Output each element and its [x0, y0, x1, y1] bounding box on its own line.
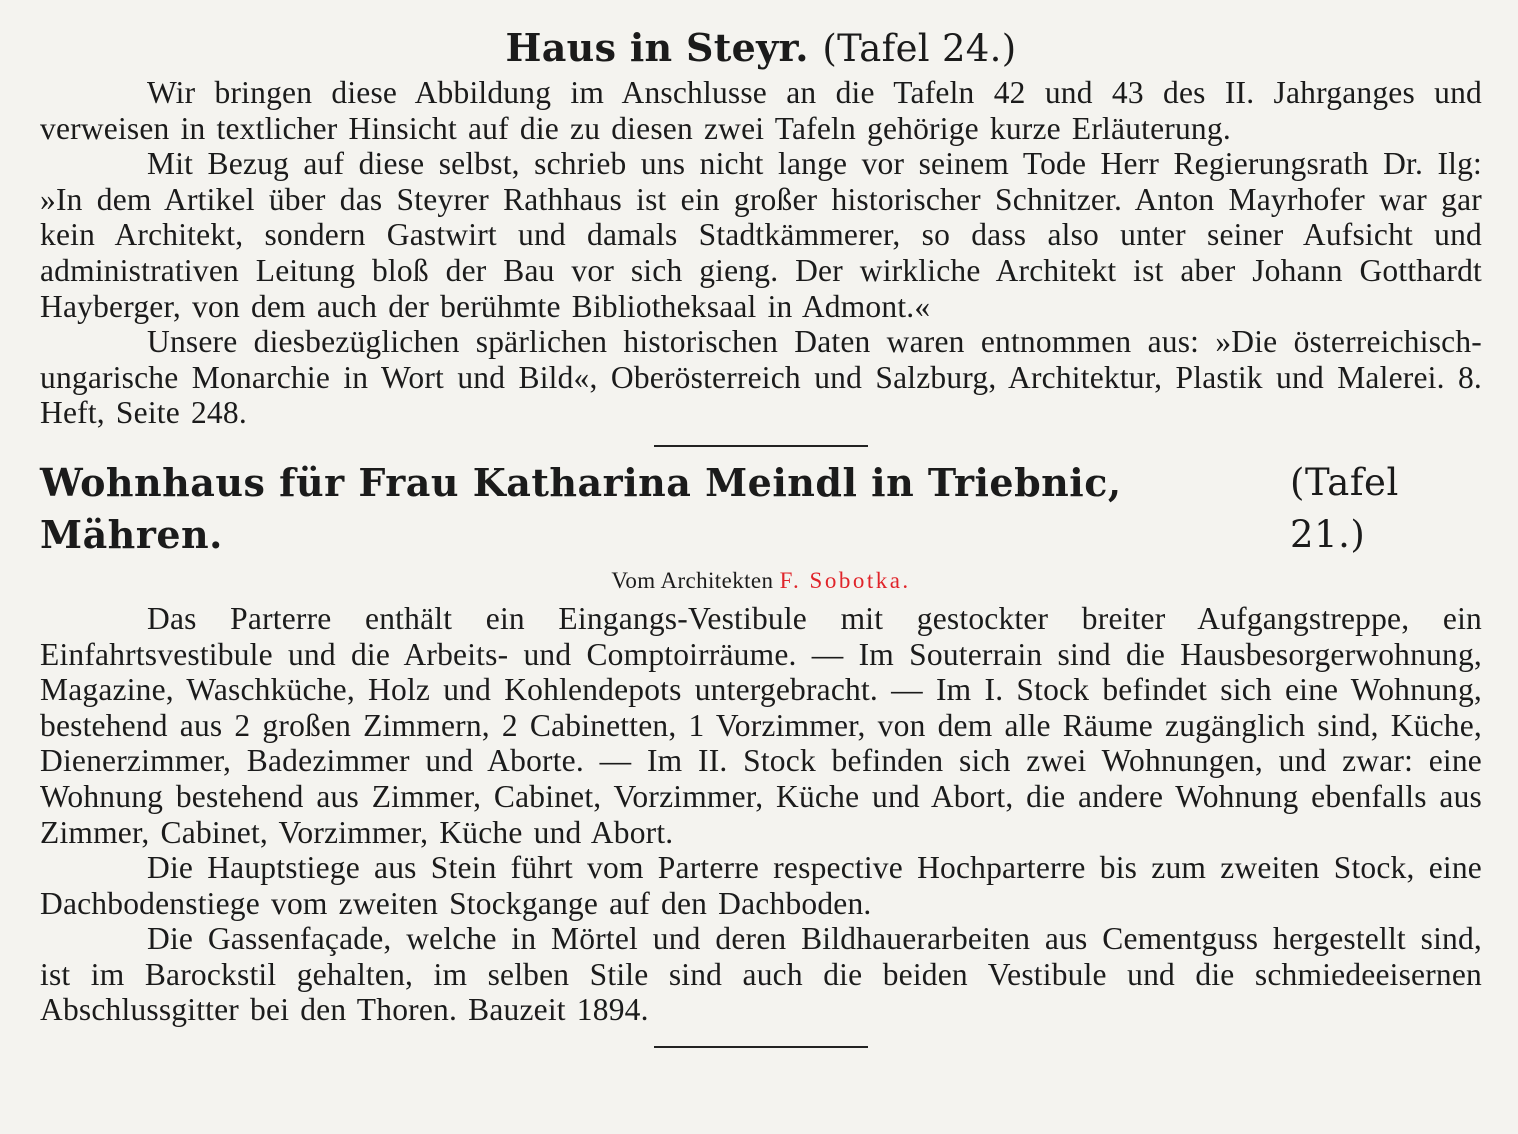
byline-prefix: Vom Architekten [611, 567, 774, 593]
section1-heading [40, 22, 1482, 75]
architect-name: F. Sobotka. [779, 567, 911, 593]
section2-byline [40, 561, 1482, 601]
section2-heading [40, 457, 1482, 561]
section1-title: Haus in Steyr. [505, 25, 809, 70]
section2-tafel: (Tafel 21.) [1290, 460, 1399, 556]
section1-tafel: (Tafel 24.) [822, 27, 1017, 70]
section1-paragraph-3: Unsere diesbezüglichen spärlichen historischen Daten waren entnommen aus: »Die österreichisch-ungarische Monarchie in Wort und Bild«, Oberösterreich und Salzburg, Architektur, Plastik und Malerei. 8. Heft, Seite 248. [40, 324, 1482, 431]
end-divider [654, 1046, 868, 1048]
section2-paragraph-2: Die Hauptstiege aus Stein führt vom Parterre respective Hochparterre bis zum zweiten Stock, eine Dachbodenstiege vom zweiten Stockgange auf den Dachboden. [40, 850, 1482, 921]
section2-title: Wohnhaus für Frau Katharina Meindl in Triebnic, Mähren. [40, 459, 1122, 557]
section2-paragraph-1: Das Parterre enthält ein Eingangs-Vestibule mit gestockter breiter Aufgangstreppe, ein Einfahrtsvestibule und die Arbeits- und Comptoirräume. — Im Souterrain sind die Hausbesorgerwohnung, Magazine, Waschküche, Holz und Kohlendepots untergebracht. — Im I. Stock befindet sich eine Wohnung, bestehend aus 2 großen Zimmern, 2 Cabinetten, 1 Vorzimmer, von dem alle Räume zugänglich sind, Küche, Dienerzimmer, Badezimmer und Aborte. — Im II. Stock befinden sich zwei Wohnungen, und zwar: eine Wohnung bestehend aus Zimmer, Cabinet, Vorzimmer, Küche und Abort, die andere Wohnung ebenfalls aus Zimmer, Cabinet, Vorzimmer, Küche und Abort. [40, 600, 1482, 850]
section1-paragraph-1: Wir bringen diese Abbildung im Anschlusse an die Tafeln 42 und 43 des II. Jahrganges und verweisen in textlicher Hinsicht auf die zu diesen zwei Tafeln gehörige kurze Erläuterung. [40, 75, 1482, 146]
section-divider [654, 445, 868, 447]
section2-paragraph-3: Die Gassenfaçade, welche in Mörtel und deren Bildhauerarbeiten aus Cementguss hergestellt sind, ist im Barockstil gehalten, im selben Stile sind auch die beiden Vestibule und die schmiedeeisernen Abschlussgitter bei den Thoren. Bauzeit 1894. [40, 921, 1482, 1028]
section1-paragraph-2: Mit Bezug auf diese selbst, schrieb uns nicht lange vor seinem Tode Herr Regierungsrath Dr. Ilg: »In dem Artikel über das Steyrer Rathhaus ist ein großer historischer Schnitzer. Anton Mayrhofer war gar kein Architekt, sondern Gastwirt und damals Stadtkämmerer, so dass also unter seiner Aufsicht und administrativen Leitung bloß der Bau vor sich gieng. Der wirkliche Architekt ist aber Johann Gotthardt Hayberger, von dem auch der berühmte Bibliotheksaal in Admont.« [40, 146, 1482, 324]
